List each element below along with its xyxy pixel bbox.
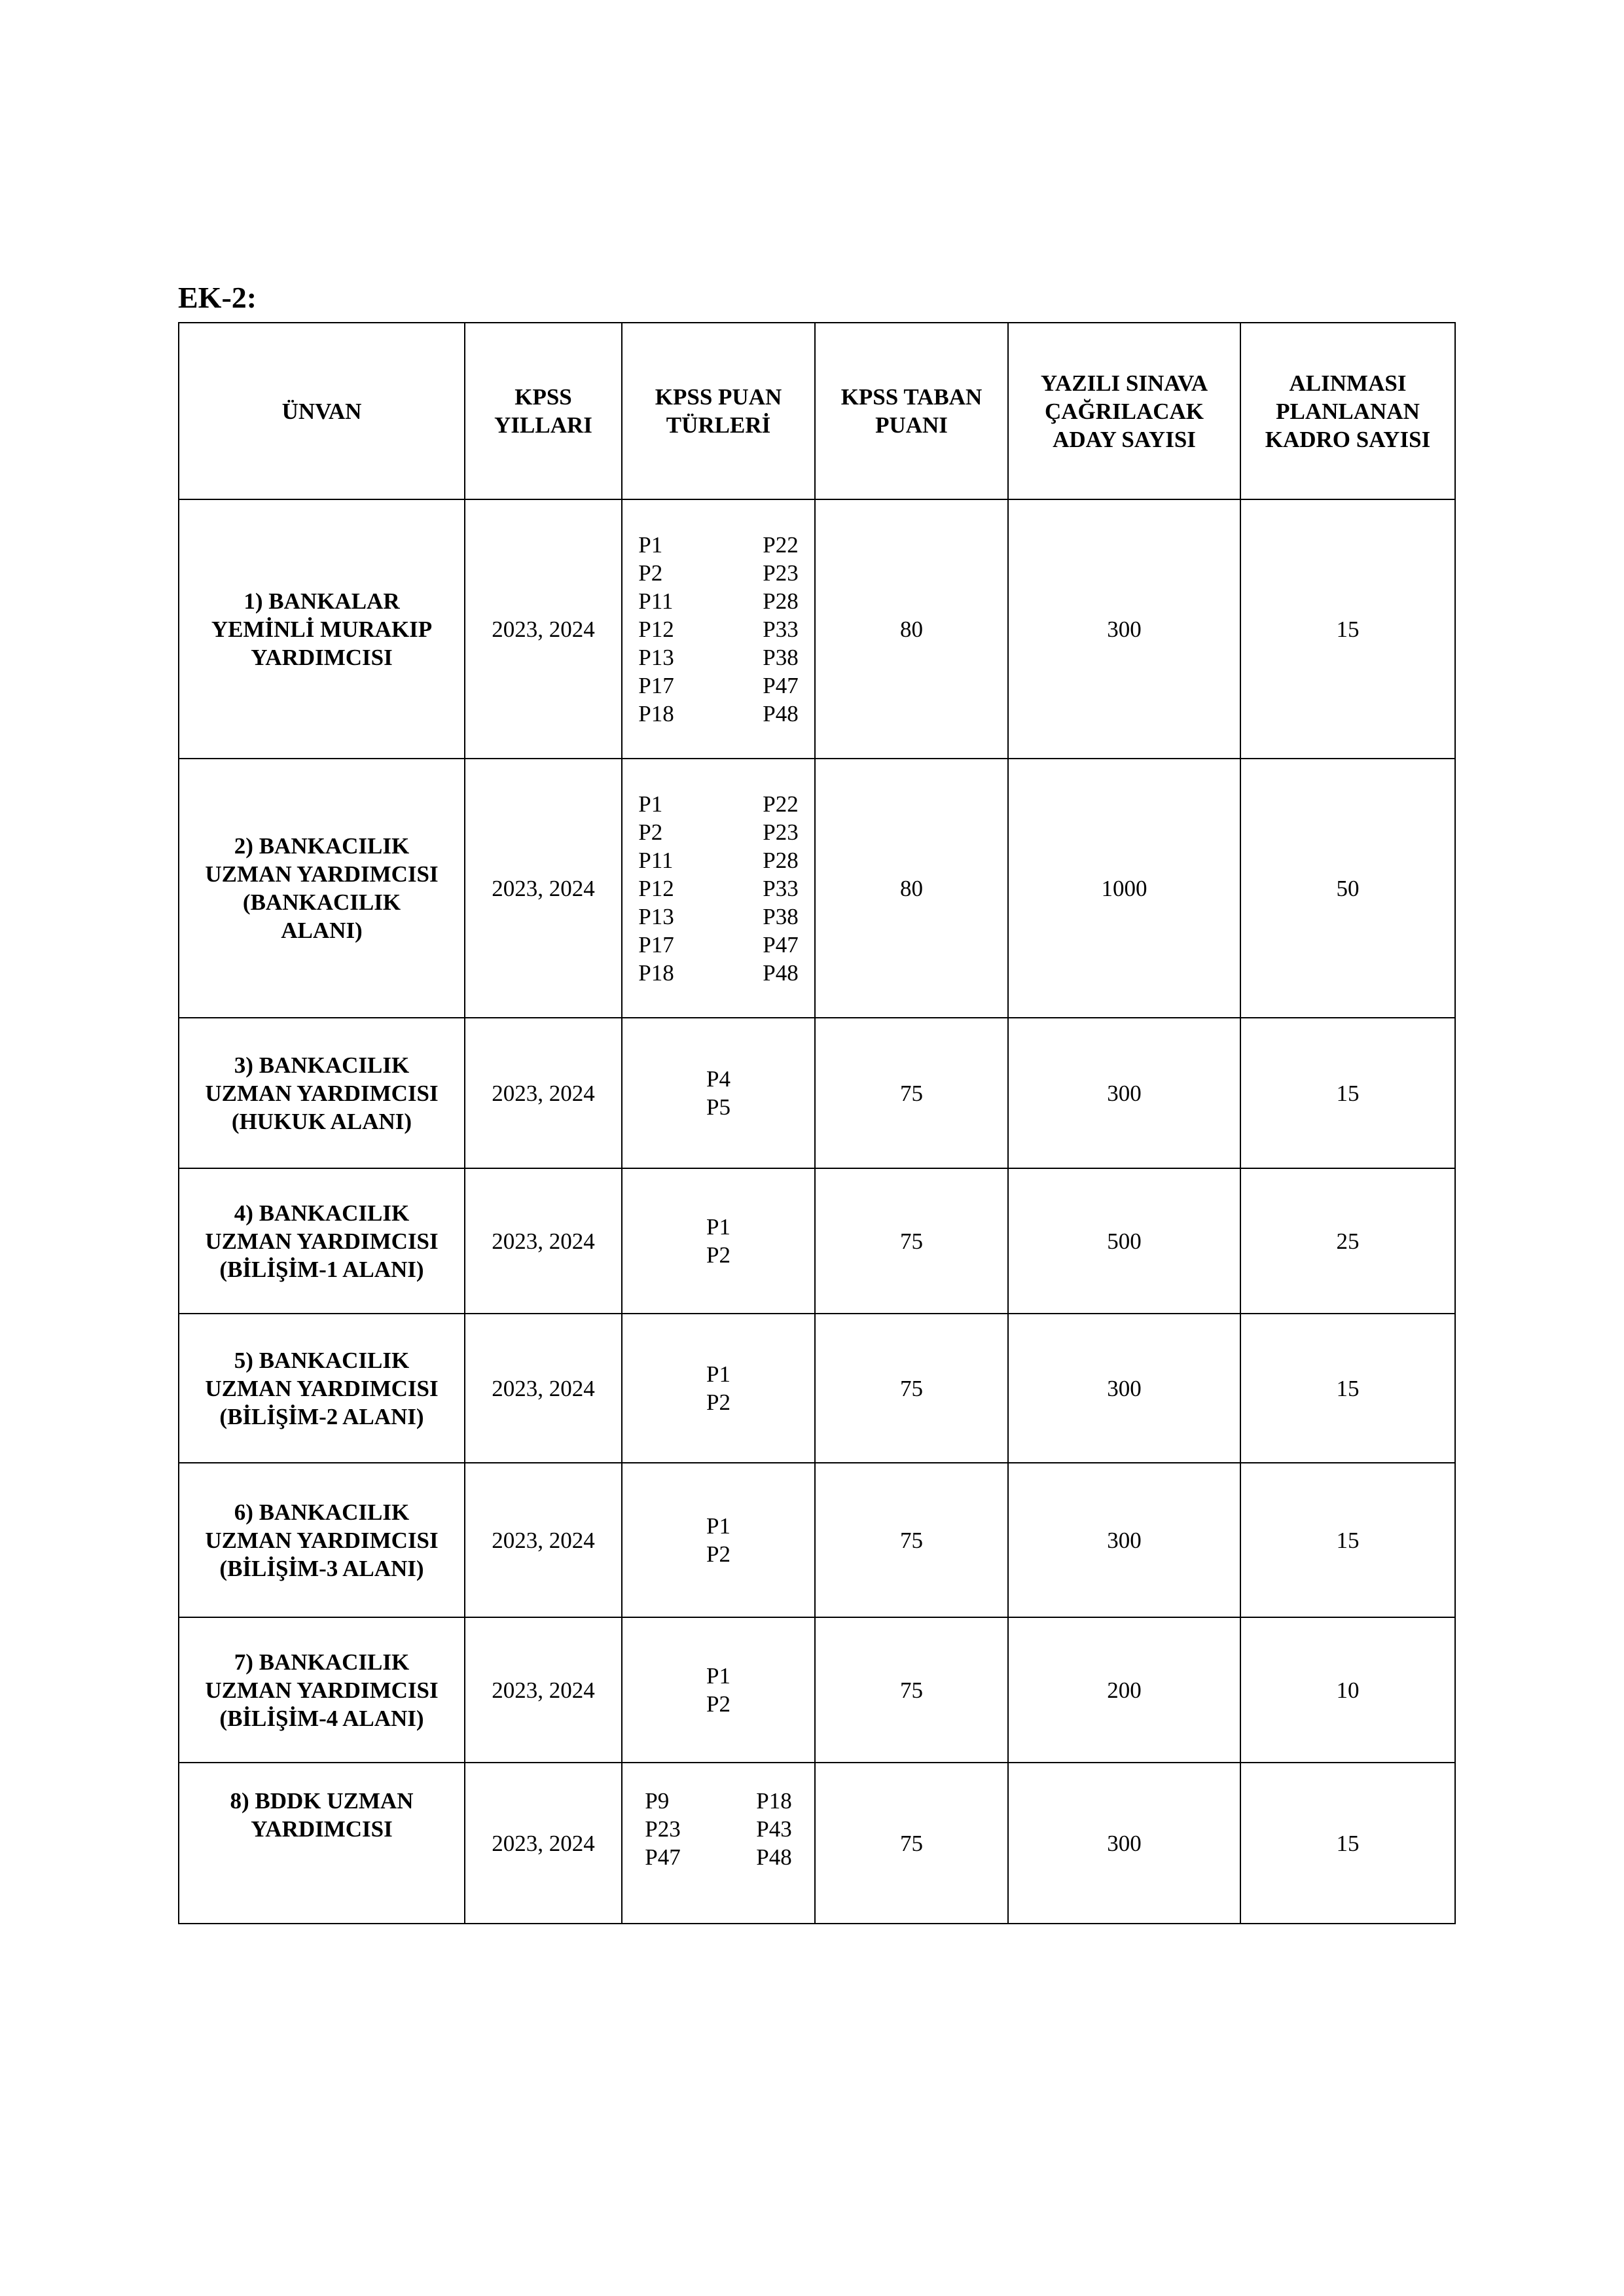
unvan-cell [179, 1168, 465, 1314]
score-type-code: P23 [645, 1816, 681, 1842]
score-type-code: P48 [756, 1844, 792, 1870]
unvan-line: (BİLİŞİM-2 ALANI) [219, 1403, 424, 1429]
score-type-code: P18 [638, 960, 674, 986]
planned-positions-cell: 15 [1240, 499, 1455, 759]
table-row [179, 759, 1455, 1018]
kpss-base-score-cell: 75 [815, 1018, 1008, 1168]
kpss-years-cell: 2023, 2024 [465, 1763, 622, 1924]
header-line: KADRO SAYISI [1265, 426, 1431, 452]
unvan-line: YARDIMCISI [251, 644, 393, 670]
score-type-code: P1 [638, 791, 663, 817]
score-type-code: P11 [638, 847, 674, 873]
kpss-years-cell: 2023, 2024 [465, 1617, 622, 1763]
score-type-list [706, 1512, 731, 1568]
unvan-line: 8) BDDK UZMAN [230, 1788, 414, 1814]
kpss-score-types-cell [622, 1763, 815, 1924]
unvan-line: 3) BANKACILIK [234, 1052, 410, 1078]
unvan-cell [179, 1463, 465, 1617]
kpss-score-types-cell [622, 759, 815, 1018]
score-type-code: P2 [638, 819, 663, 845]
kpss-years-cell: 2023, 2024 [465, 1314, 622, 1463]
score-type-code: P12 [638, 616, 674, 642]
header-line: TÜRLERİ [666, 412, 771, 438]
score-type-list [706, 1213, 731, 1269]
kpss-years-cell: 2023, 2024 [465, 499, 622, 759]
kpss-base-score-cell: 75 [815, 1463, 1008, 1617]
header-line: ADAY SAYISI [1053, 426, 1196, 452]
unvan-line: UZMAN YARDIMCISI [205, 1677, 439, 1703]
kpss-years-cell: 2023, 2024 [465, 1168, 622, 1314]
score-type-code: P18 [756, 1788, 792, 1814]
unvan-line: (HUKUK ALANI) [231, 1108, 412, 1134]
candidate-count-cell: 200 [1008, 1617, 1240, 1763]
score-type-code: P33 [763, 875, 799, 901]
score-type-code: P38 [763, 644, 799, 670]
unvan-cell [179, 1314, 465, 1463]
unvan-cell [179, 1763, 465, 1924]
unvan-cell [179, 1617, 465, 1763]
score-type-code: P47 [645, 1844, 681, 1870]
planned-positions-cell: 15 [1240, 1018, 1455, 1168]
score-type-code: P2 [706, 1541, 731, 1567]
kpss-years-cell: 2023, 2024 [465, 759, 622, 1018]
header-line: ÇAĞRILACAK [1044, 398, 1204, 424]
unvan-line: UZMAN YARDIMCISI [205, 1228, 439, 1254]
table-row [179, 1018, 1455, 1168]
score-type-code: P28 [763, 588, 799, 614]
score-type-code: P4 [706, 1066, 731, 1092]
kpss-score-types-cell [622, 1018, 815, 1168]
kpss-base-score-cell: 80 [815, 499, 1008, 759]
unvan-line: 4) BANKACILIK [234, 1200, 410, 1226]
header-line: PLANLANAN [1276, 398, 1420, 424]
candidate-count-cell: 300 [1008, 1018, 1240, 1168]
unvan-line: UZMAN YARDIMCISI [205, 1080, 439, 1106]
score-type-code: P1 [706, 1361, 731, 1387]
kpss-base-score-cell: 75 [815, 1763, 1008, 1924]
table-body [179, 499, 1455, 1924]
score-type-code: P12 [638, 875, 674, 901]
candidate-count-cell: 300 [1008, 1314, 1240, 1463]
header-line: ALINMASI [1289, 370, 1407, 396]
header-cell [815, 323, 1008, 499]
score-type-code: P2 [706, 1390, 731, 1415]
kpss-years-cell: 2023, 2024 [465, 1018, 622, 1168]
header-cell [179, 323, 465, 499]
header-line: PUANI [875, 412, 948, 438]
unvan-line: YARDIMCISI [251, 1816, 393, 1842]
kpss-base-score-cell: 75 [815, 1314, 1008, 1463]
unvan-cell [179, 759, 465, 1018]
score-type-code: P2 [706, 1691, 731, 1717]
header-line: KPSS PUAN [655, 384, 782, 410]
unvan-line: (BİLİŞİM-1 ALANI) [219, 1256, 424, 1282]
score-type-code: P2 [706, 1242, 731, 1268]
unvan-line: YEMİNLİ MURAKIP [211, 616, 433, 642]
candidate-count-cell: 300 [1008, 1763, 1240, 1924]
planned-positions-cell: 15 [1240, 1314, 1455, 1463]
kpss-score-types-cell [622, 499, 815, 759]
score-type-code: P33 [763, 616, 799, 642]
header-line: YILLARI [494, 412, 592, 438]
kpss-score-types-cell [622, 1314, 815, 1463]
unvan-line: (BİLİŞİM-3 ALANI) [219, 1555, 424, 1581]
candidate-count-cell: 300 [1008, 1463, 1240, 1617]
score-type-code: P38 [763, 903, 799, 929]
score-type-code: P17 [638, 931, 674, 958]
score-type-code: P1 [706, 1663, 731, 1689]
score-type-list [706, 1662, 731, 1718]
unvan-line: ALANI) [281, 918, 363, 943]
table-row [179, 499, 1455, 759]
unvan-line: 5) BANKACILIK [234, 1347, 410, 1373]
score-type-code: P22 [763, 531, 799, 558]
score-type-code: P43 [756, 1816, 792, 1842]
kpss-base-score-cell: 80 [815, 759, 1008, 1018]
planned-positions-cell: 15 [1240, 1463, 1455, 1617]
unvan-line: (BİLİŞİM-4 ALANI) [219, 1705, 424, 1731]
score-type-list [645, 1787, 791, 1871]
header-cell [1008, 323, 1240, 499]
score-type-list [706, 1065, 731, 1121]
planned-positions-cell: 25 [1240, 1168, 1455, 1314]
unvan-line: (BANKACILIK [242, 889, 401, 915]
kpss-score-types-cell [622, 1617, 815, 1763]
unvan-line: UZMAN YARDIMCISI [205, 861, 439, 887]
score-type-code: P9 [645, 1788, 670, 1814]
kpss-score-types-cell [622, 1168, 815, 1314]
header-line: KPSS TABAN [840, 384, 983, 410]
page-title: EK-2: [178, 281, 257, 314]
score-type-list [706, 1360, 731, 1416]
planned-positions-cell: 10 [1240, 1617, 1455, 1763]
kpss-base-score-cell: 75 [815, 1617, 1008, 1763]
kpss-base-score-cell: 75 [815, 1168, 1008, 1314]
score-type-code: P47 [763, 931, 799, 958]
score-type-code: P1 [638, 531, 663, 558]
candidate-count-cell: 300 [1008, 499, 1240, 759]
score-type-code: P5 [706, 1094, 731, 1120]
candidate-count-cell: 1000 [1008, 759, 1240, 1018]
planned-positions-cell: 50 [1240, 759, 1455, 1018]
cadre-table [178, 322, 1456, 1924]
score-type-code: P48 [763, 960, 799, 986]
unvan-cell [179, 1018, 465, 1168]
kpss-score-types-cell [622, 1463, 815, 1617]
header-row [179, 323, 1455, 499]
candidate-count-cell: 500 [1008, 1168, 1240, 1314]
table-row [179, 1763, 1455, 1924]
score-type-list [638, 790, 798, 987]
score-type-code: P23 [763, 560, 799, 586]
kpss-years-cell: 2023, 2024 [465, 1463, 622, 1617]
score-type-code: P48 [763, 700, 799, 726]
score-type-list [638, 531, 798, 728]
unvan-line: 6) BANKACILIK [234, 1499, 410, 1525]
score-type-code: P23 [763, 819, 799, 845]
score-type-code: P28 [763, 847, 799, 873]
unvan-line: 7) BANKACILIK [234, 1649, 410, 1675]
header-line: YAZILI SINAVA [1040, 370, 1208, 396]
score-type-code: P17 [638, 672, 674, 698]
unvan-line: UZMAN YARDIMCISI [205, 1527, 439, 1553]
score-type-code: P13 [638, 903, 674, 929]
planned-positions-cell: 15 [1240, 1763, 1455, 1924]
header-cell [465, 323, 622, 499]
unvan-line: 2) BANKACILIK [234, 833, 410, 859]
score-type-code: P47 [763, 672, 799, 698]
score-type-code: P2 [638, 560, 663, 586]
score-type-code: P13 [638, 644, 674, 670]
header-cell [1240, 323, 1455, 499]
score-type-code: P1 [706, 1513, 731, 1539]
table-row [179, 1168, 1455, 1314]
table-row [179, 1463, 1455, 1617]
score-type-code: P22 [763, 791, 799, 817]
header-line: KPSS [514, 384, 572, 410]
table-row [179, 1314, 1455, 1463]
score-type-code: P1 [706, 1214, 731, 1240]
unvan-line: 1) BANKALAR [244, 588, 400, 614]
header-cell [622, 323, 815, 499]
unvan-cell [179, 499, 465, 759]
unvan-line: UZMAN YARDIMCISI [205, 1375, 439, 1401]
table-row [179, 1617, 1455, 1763]
score-type-code: P11 [638, 588, 674, 614]
score-type-code: P18 [638, 700, 674, 726]
header-line: ÜNVAN [281, 398, 362, 424]
